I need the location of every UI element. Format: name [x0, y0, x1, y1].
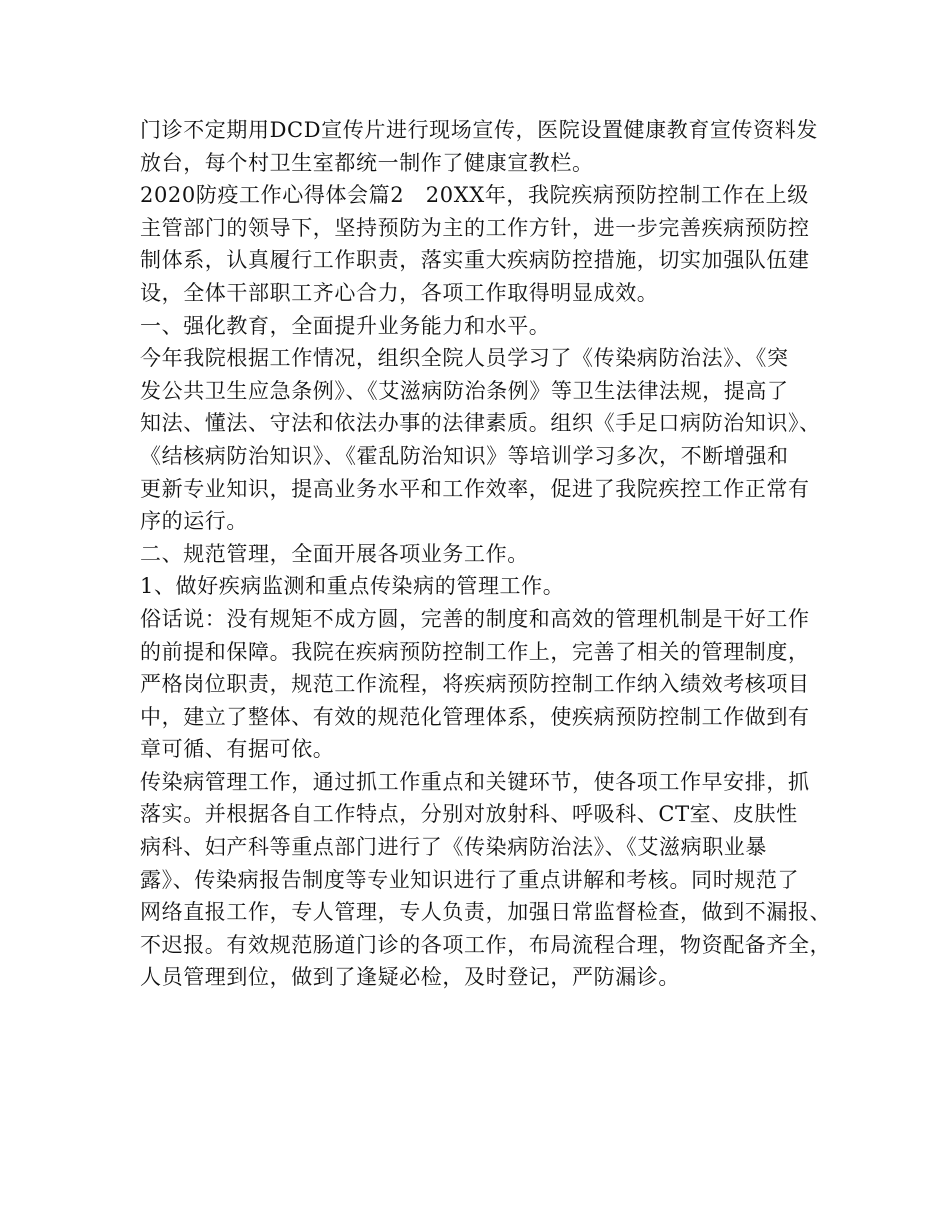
text-line: 更新专业知识，提高业务水平和工作效率，促进了我院疾控工作正常有: [140, 476, 810, 501]
text-line: 传染病管理工作，通过抓工作重点和关键环节，使各项工作早安排，抓: [140, 769, 810, 794]
text-line: 知法、懂法、守法和依法办事的法律素质。组织《手足口病防治知识》、: [140, 411, 821, 436]
text-line: 网络直报工作，专人管理，专人负责，加强日常监督检查，做到不漏报、: [140, 900, 832, 925]
text-line: 的前提和保障。我院在疾病预防控制工作上，完善了相关的管理制度，: [140, 639, 810, 664]
text-line: 人员管理到位，做到了逢疑必检，及时登记，严防漏诊。: [140, 965, 680, 990]
text-line: 主管部门的领导下，坚持预防为主的工作方针，进一步完善疾病预防控: [140, 215, 810, 240]
text-line: 制体系，认真履行工作职责，落实重大疾病防控措施，切实加强队伍建: [140, 248, 810, 273]
text-line: 设，全体干部职工齐心合力，各项工作取得明显成效。: [140, 280, 659, 305]
subsection-heading: 1、做好疾病监测和重点传染病的管理工作。: [140, 574, 565, 599]
text-line: 2020防疫工作心得体会篇2 20XX年，我院疾病预防控制工作在上级: [140, 183, 809, 208]
text-line: 放台，每个村卫生室都统一制作了健康宣教栏。: [140, 150, 594, 175]
text-line: 不迟报。有效规范肠道门诊的各项工作，布局流程合理，物资配备齐全，: [140, 932, 832, 957]
text-line: 《结核病防治知识》、《霍乱防治知识》等培训学习多次，不断增强和: [140, 443, 789, 468]
text-line: 中，建立了整体、有效的规范化管理体系，使疾病预防控制工作做到有: [140, 704, 810, 729]
text-line: 俗话说：没有规矩不成方圆，完善的制度和高效的管理机制是干好工作: [140, 606, 810, 631]
text-line: 病科、妇产科等重点部门进行了《传染病防治法》、《艾滋病职业暴: [140, 835, 767, 860]
text-line: 门诊不定期用DCD宣传片进行现场宣传，医院设置健康教育宣传资料发: [140, 118, 818, 142]
text-line: 严格岗位职责，规范工作流程，将疾病预防控制工作纳入绩效考核项目: [140, 672, 810, 697]
text-line: 今年我院根据工作情况，组织全院人员学习了《传染病防治法》、《突: [140, 346, 789, 371]
text-line: 发公共卫生应急条例》、《艾滋病防治条例》等卫生法律法规，提高了: [140, 378, 789, 403]
text-line: 序的运行。: [140, 509, 248, 534]
document-body: [140, 114, 830, 994]
section-heading: 二、规范管理，全面开展各项业务工作。: [140, 541, 529, 566]
text-line: 章可循、有据可依。: [140, 737, 335, 762]
section-heading: 一、强化教育，全面提升业务能力和水平。: [140, 313, 551, 338]
text-line: 露》、传染病报告制度等专业知识进行了重点讲解和考核。同时规范了: [140, 867, 800, 892]
text-line: 落实。并根据各自工作特点，分别对放射科、呼吸科、CT室、皮肤性: [140, 802, 798, 827]
